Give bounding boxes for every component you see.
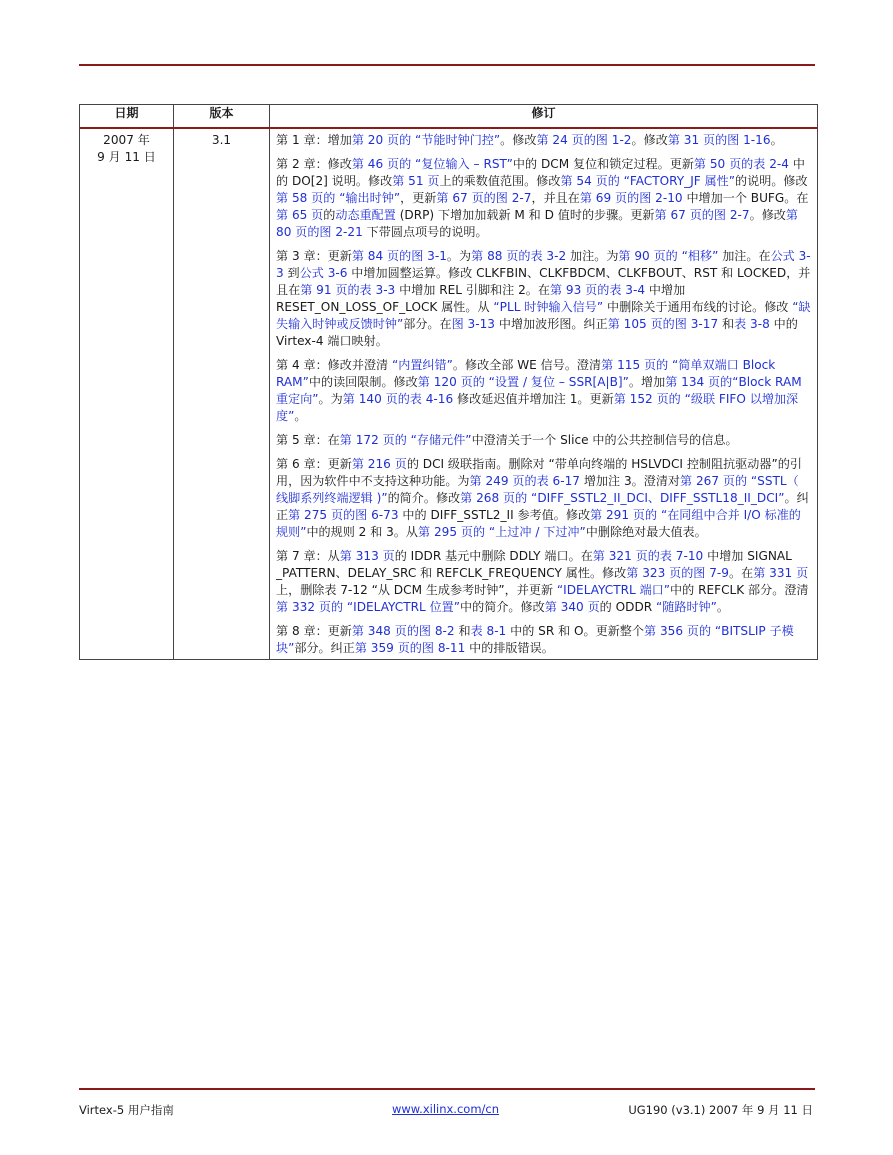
revision-paragraph-chapter-5 (276, 432, 811, 449)
revision-text: 上的乘数值范围。修改 (439, 174, 561, 188)
revision-text: 下带圆点项号的说明。 (362, 225, 488, 239)
revision-text: 中增加一个 BUFG。在 (682, 191, 809, 205)
revision-text: 中的简介。修改 (460, 600, 545, 614)
revision-text: 中增加 SIGNAL _PATTERN、DELAY_SRC 和 REFCLK_FREQUENCY 属性。修改 (276, 549, 792, 580)
cross-reference-link[interactable]: 动态重配置 (335, 208, 396, 222)
header-rule (79, 64, 815, 66)
revision-paragraph-chapter-1 (276, 132, 811, 149)
cross-reference-link[interactable]: 第 91 页的表 3-3 (300, 283, 396, 297)
footer-doc-title: Virtex-5 用户指南 (79, 1103, 174, 1117)
revision-text: 上，删除表 7-12 “从 DCM 生成参考时钟”，并更新 (276, 583, 557, 597)
revision-text: 的说明。修改 (735, 174, 808, 188)
revision-paragraph-chapter-6 (276, 456, 811, 541)
revision-text: 。 (716, 600, 730, 614)
cross-reference-link[interactable]: 公式 3-3 (276, 249, 811, 280)
cross-reference-link[interactable]: 第 115 页的 “简单双端口 Block RAM” (276, 358, 776, 389)
version-cell: 3.1 (174, 128, 270, 660)
revision-text: 。增加 (628, 375, 666, 389)
revision-text: 第 6 章：更新 (276, 457, 352, 471)
revision-text: 中的规则 2 和 3。从 (306, 525, 419, 539)
cross-reference-link[interactable]: 第 67 页的图 2-7 (436, 191, 532, 205)
revision-text: 中的 REFCLK 部分。澄清 (670, 583, 809, 597)
revision-column-header: 修订 (270, 105, 818, 129)
revision-text: 中的排版错误。 (465, 641, 554, 655)
date-cell (80, 128, 174, 660)
cross-reference-link[interactable]: 表 3-8 (734, 317, 770, 331)
cross-reference-link[interactable]: 第 249 页的表 6-17 (469, 474, 580, 488)
revision-text: 。在 (729, 566, 754, 580)
revision-text: 加注。在 (718, 249, 771, 263)
cross-reference-link[interactable]: 第 359 页的图 8-11 (354, 641, 466, 655)
cross-reference-link[interactable]: 第 313 页 (339, 549, 395, 563)
cross-reference-link[interactable]: 第 268 页的 “DIFF_SSTL2_II_DCI、DIFF_SSTL18_II_DCI” (460, 491, 785, 505)
cross-reference-link[interactable]: 第 90 页的 “相移” (618, 249, 719, 263)
revision-text: 中澄清关于一个 Slice 中的公共控制信号的信息。 (471, 433, 738, 447)
revision-text: 中的 SR 和 O。更新整个 (506, 624, 644, 638)
revision-text: 加注。为 (566, 249, 619, 263)
cross-reference-link[interactable]: “缺失输入时钟或反馈时钟” (276, 300, 811, 331)
revision-text: 中增加 REL 引脚和注 2。在 (395, 283, 550, 297)
revision-text: 第 8 章：更新 (276, 624, 352, 638)
cross-reference-link[interactable]: 第 67 页的图 2-7 (654, 208, 750, 222)
revision-text: 和 (454, 624, 471, 638)
table-header-row (80, 105, 818, 129)
cross-reference-link[interactable]: 第 84 页的图 3-1 (351, 249, 447, 263)
cross-reference-link[interactable]: 第 332 页的 “IDELAYCTRL 位置” (276, 600, 461, 614)
cross-reference-link[interactable]: 第 323 页的图 7-9 (626, 566, 729, 580)
revision-text: 部分。纠正 (294, 641, 355, 655)
cross-reference-link[interactable]: 第 93 页的表 3-4 (549, 283, 646, 297)
revision-text: 。修改 (631, 133, 668, 147)
cross-reference-link[interactable]: 第 54 页的 “FACTORY_JF 属性” (560, 174, 736, 188)
revision-text: 增加注 3。澄清对 (579, 474, 681, 488)
cross-reference-link[interactable]: 第 340 页 (544, 600, 600, 614)
date-month-day: 9 月 11 日 (97, 150, 156, 164)
revision-text: 第 1 章：增加 (276, 133, 352, 147)
cross-reference-link[interactable]: 第 331 页 (753, 566, 809, 580)
revision-text: 第 4 章：修改并澄清 (276, 358, 392, 372)
footer-rule (79, 1088, 815, 1090)
cross-reference-link[interactable]: 公式 3-6 (299, 266, 348, 280)
revision-text: 第 3 章：更新 (276, 249, 352, 263)
revision-paragraph-chapter-3 (276, 248, 811, 350)
cross-reference-link[interactable]: 第 80 页的图 2-21 (276, 208, 798, 239)
revision-text: 中的读回限制。修改 (308, 375, 418, 389)
cross-reference-link[interactable]: 第 105 页的图 3-17 (607, 317, 719, 331)
revision-text: 的简介。修改 (387, 491, 461, 505)
cross-reference-link[interactable]: 第 321 页的表 7-10 (592, 549, 704, 563)
date-year: 2007 年 (103, 133, 150, 147)
revision-text: 中删除绝对最大值表。 (585, 525, 707, 539)
cross-reference-link[interactable]: 第 291 页的 “在同组中合并 I/O 标准的规则” (276, 508, 801, 539)
revision-text: 中的 DO[2] 说明。修改 (276, 157, 805, 188)
cross-reference-link[interactable]: 第 216 页 (351, 457, 407, 471)
footer-website-link[interactable]: www.xilinx.com/cn (392, 1102, 500, 1116)
revision-text: 中的 DCM 复位和锁定过程。更新 (512, 157, 694, 171)
cross-reference-link[interactable]: “PLL 时钟输入信号” (493, 300, 604, 314)
cross-reference-link[interactable]: 第 120 页的 “设置 / 复位 – SSR[A|B]” (417, 375, 629, 389)
cross-reference-link[interactable]: 第 356 页的 “BITSLIP 子模块” (276, 624, 794, 655)
revision-text: 第 2 章：修改 (276, 157, 352, 171)
cross-reference-link[interactable]: 第 140 页的表 4-16 (342, 392, 454, 406)
revision-paragraph-chapter-4 (276, 357, 811, 425)
revision-text: (DRP) 下增加加载新 M 和 D 值时的步骤。更新 (395, 208, 655, 222)
cross-reference-link[interactable]: 第 88 页的表 3-2 (471, 249, 567, 263)
cross-reference-link[interactable]: 第 69 页的图 2-10 (579, 191, 683, 205)
revision-text: 。为 (318, 392, 343, 406)
revision-text: 中增加波形图。纠正 (495, 317, 608, 331)
revision-text: 。为 (446, 249, 472, 263)
cross-reference-link[interactable]: 第 152 页的 “级联 FIFO 以增加深度” (276, 392, 799, 423)
cross-reference-link[interactable]: 第 46 页的 “复位输入 – RST” (351, 157, 513, 171)
revision-paragraph-chapter-8 (276, 623, 811, 657)
revision-text: 和 (718, 317, 735, 331)
cross-reference-link[interactable]: 第 267 页的 “SSTL（ 线脚系列终端逻辑 )” (276, 474, 799, 505)
cross-reference-link[interactable]: 第 20 页的 “节能时钟门控” (351, 133, 501, 147)
cross-reference-link[interactable]: 第 24 页的图 1-2 (536, 133, 632, 147)
revision-text: ，更新 (400, 191, 437, 205)
cross-reference-link[interactable]: 第 134 页的“Block RAM 重定向” (276, 375, 802, 406)
table-row (80, 128, 818, 660)
revision-text: 的 (323, 208, 336, 222)
revision-text: 。 (294, 409, 307, 423)
revision-text: 中的 DIFF_SSTL2_II 参考值。修改 (398, 508, 591, 522)
date-column-header: 日期 (80, 105, 174, 129)
revision-cell (270, 128, 818, 660)
cross-reference-link[interactable]: 第 348 页的图 8-2 (351, 624, 455, 638)
cross-reference-link[interactable]: 图 3-13 (451, 317, 495, 331)
version-column-header: 版本 (174, 105, 270, 129)
cross-reference-link[interactable]: “IDELAYCTRL 端口” (556, 583, 671, 597)
cross-reference-link[interactable]: 第 172 页的 “存储元件” (339, 433, 472, 447)
cross-reference-link[interactable]: 第 295 页的 “上过冲 / 下过冲” (418, 525, 586, 539)
revision-text: 。修改全部 WE 信号。澄清 (452, 358, 602, 372)
revision-text: 的 DCI 级联指南。删除对 “带单向终端的 HSLVDCI 控制阻抗驱动器”的引用，因为软件中不支持这种功能。为 (276, 457, 802, 488)
cross-reference-link[interactable]: 第 51 页 (392, 174, 440, 188)
cross-reference-link[interactable]: 第 275 页的图 6-73 (288, 508, 399, 522)
revision-text: 。修改 (500, 133, 537, 147)
footer-doc-id-date: UG190 (v3.1) 2007 年 9 月 11 日 (628, 1103, 813, 1117)
cross-reference-link[interactable]: “内置纠错” (391, 358, 453, 372)
revision-text: 中删除关于通用布线的讨论。修改 (603, 300, 793, 314)
cross-reference-link[interactable]: 第 50 页的表 2-4 (693, 157, 789, 171)
revision-text: 的 ODDR (599, 600, 657, 614)
cross-reference-link[interactable]: 第 65 页 (276, 208, 324, 222)
revision-text: 修改延迟值并增加注 1。更新 (453, 392, 614, 406)
revision-text: 。修改 (749, 208, 786, 222)
revision-text: 。 (770, 133, 783, 147)
revision-history-table (79, 104, 818, 660)
revision-text: ，并且在 (531, 191, 580, 205)
revision-text: 中增加圆整运算。修改 CLKFBIN、CLKFBDCM、CLKFBOUT、RST 和 LOCKED，并且在 (276, 266, 811, 297)
revision-text: 部分。在 (403, 317, 452, 331)
revision-text: 中增加 RESET_ON_LOSS_OF_LOCK 属性。从 (276, 283, 686, 314)
cross-reference-link[interactable]: 第 58 页的 “输出时钟” (276, 191, 401, 205)
revision-text: 。纠正 (276, 491, 809, 522)
revision-paragraph-chapter-7 (276, 548, 811, 616)
revision-text: 中的 Virtex-4 端口映射。 (276, 317, 798, 348)
cross-reference-link[interactable]: 表 8-1 (470, 624, 507, 638)
revision-text: 到 (283, 266, 300, 280)
cross-reference-link[interactable]: 第 31 页的图 1-16 (667, 133, 771, 147)
revision-text: 第 5 章：在 (276, 433, 340, 447)
revision-text: 第 7 章：从 (276, 549, 340, 563)
revision-paragraph-chapter-2 (276, 156, 811, 241)
cross-reference-link[interactable]: “随路时钟” (656, 600, 717, 614)
revision-text: 的 IDDR 基元中删除 DDLY 端口。在 (394, 549, 593, 563)
